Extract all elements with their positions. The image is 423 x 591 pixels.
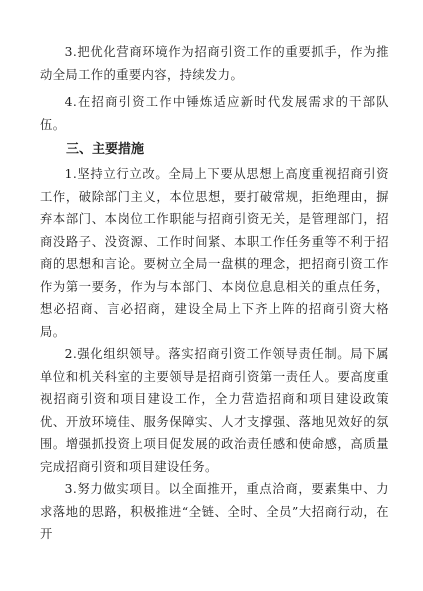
section-heading: 三、主要措施 (66, 142, 145, 157)
measure-2: 2.强化组织领导。落实招商引资工作领导责任制。局下属单位和机关科室的主要领导是招商引资第一责任人。要高度重视招商引资和项目建设工作，全力营造招商和项目建设政策优、开放环境佳、服务保障实、人才支撑强、落地见效好的氛围。增强抓投资上项目促发展的政治责任感和使命感，高质量完成招商引资和项目建设任务。 (40, 347, 389, 474)
paragraph-item-4: 4.在招商引资工作中锤炼适应新时代发展需求的干部队伍。 (40, 95, 389, 132)
paragraph-item-3: 3.把优化营商环境作为招商引资工作的重要抓手，作为推动全局工作的重要内容，持续发力。 (40, 45, 389, 82)
measure-3: 3.努力做实项目。以全面推开，重点洽商，要素集中、力求落地的思路，积极推进“全链、全时、全员”大招商行动，在开 (40, 482, 389, 541)
measure-1: 1.坚持立行立改。全局上下要从思想上高度重视招商引资工作，破除部门主义，本位思想，要打破常规，拒绝理由，摒弃本部门、本岗位工作职能与招商引资无关，是管理部门，招商没路子、没资源、工作时间紧、本职工作任务重等不利于招商的思想和言论。要树立全局一盘棋的理念，把招商引资工作作为第一要务，作为与本部门、本岗位息息相关的重点任务，想必招商、言必招商，建设全局上下齐上阵的招商引资大格局。 (40, 167, 389, 339)
